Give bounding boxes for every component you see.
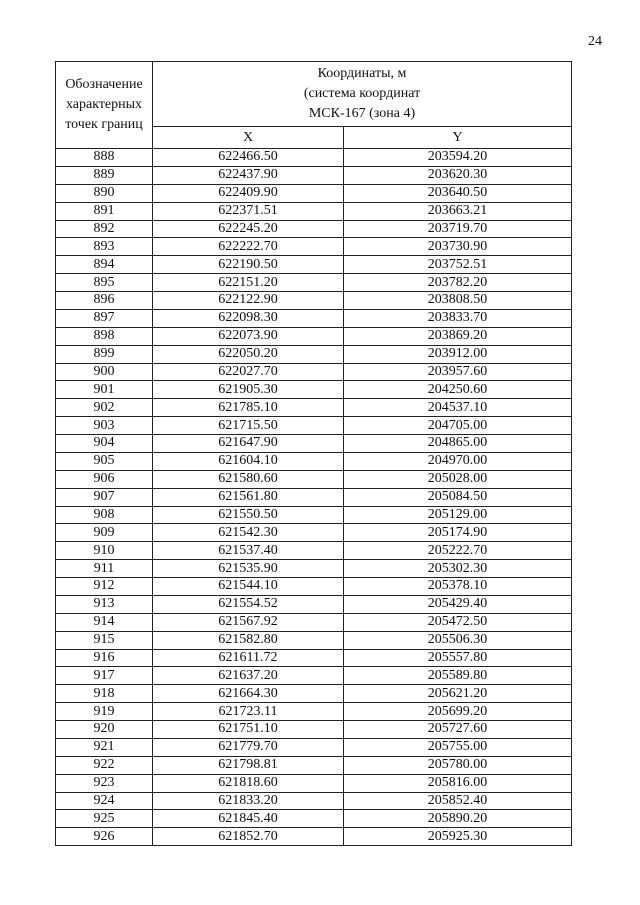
table-row	[56, 631, 572, 649]
x-cell: 621554.52	[153, 595, 344, 613]
x-cell: 621818.60	[153, 774, 344, 792]
point-cell: 920	[56, 721, 153, 739]
y-cell: 203640.50	[344, 184, 572, 202]
point-cell: 890	[56, 184, 153, 202]
table-row	[56, 828, 572, 846]
point-cell: 918	[56, 685, 153, 703]
x-cell: 621905.30	[153, 381, 344, 399]
y-cell: 205222.70	[344, 542, 572, 560]
point-cell: 889	[56, 166, 153, 184]
x-cell: 622466.50	[153, 149, 344, 167]
x-cell: 622371.51	[153, 202, 344, 220]
point-cell: 891	[56, 202, 153, 220]
x-cell: 621785.10	[153, 399, 344, 417]
point-cell: 893	[56, 238, 153, 256]
x-cell: 621647.90	[153, 435, 344, 453]
point-cell: 906	[56, 470, 153, 488]
table-row	[56, 685, 572, 703]
x-cell: 622409.90	[153, 184, 344, 202]
x-cell: 622245.20	[153, 220, 344, 238]
table-row	[56, 578, 572, 596]
coords-header-line: Координаты, м	[317, 66, 407, 82]
table-row	[56, 452, 572, 470]
y-cell: 205925.30	[344, 828, 572, 846]
table-row	[56, 595, 572, 613]
table-row	[56, 274, 572, 292]
y-cell: 205890.20	[344, 810, 572, 828]
point-cell: 903	[56, 417, 153, 435]
point-cell: 894	[56, 256, 153, 274]
table-row	[56, 292, 572, 310]
table-row	[56, 184, 572, 202]
point-cell: 912	[56, 578, 153, 596]
point-cell: 892	[56, 220, 153, 238]
y-cell: 204705.00	[344, 417, 572, 435]
point-cell: 922	[56, 756, 153, 774]
y-cell: 205727.60	[344, 721, 572, 739]
point-cell: 904	[56, 435, 153, 453]
x-cell: 622050.20	[153, 345, 344, 363]
y-cell: 204537.10	[344, 399, 572, 417]
x-cell: 621664.30	[153, 685, 344, 703]
x-cell: 621833.20	[153, 792, 344, 810]
point-cell: 899	[56, 345, 153, 363]
table-row	[56, 542, 572, 560]
x-cell: 622073.90	[153, 327, 344, 345]
table-row	[56, 524, 572, 542]
table-row	[56, 309, 572, 327]
point-cell: 895	[56, 274, 153, 292]
point-cell: 923	[56, 774, 153, 792]
x-cell: 621845.40	[153, 810, 344, 828]
point-cell: 907	[56, 488, 153, 506]
x-cell: 622151.20	[153, 274, 344, 292]
x-cell: 621550.50	[153, 506, 344, 524]
table-row	[56, 345, 572, 363]
x-cell: 621567.92	[153, 613, 344, 631]
y-cell: 203719.70	[344, 220, 572, 238]
y-cell: 205084.50	[344, 488, 572, 506]
x-cell: 622122.90	[153, 292, 344, 310]
coords-header-line: МСК-167 (зона 4)	[308, 106, 416, 122]
point-header-line: точек границ	[65, 117, 143, 132]
y-cell: 205699.20	[344, 703, 572, 721]
x-cell: 621715.50	[153, 417, 344, 435]
table-row	[56, 667, 572, 685]
y-cell: 203730.90	[344, 238, 572, 256]
y-cell: 203957.60	[344, 363, 572, 381]
table-row	[56, 774, 572, 792]
table-row	[56, 220, 572, 238]
point-cell: 900	[56, 363, 153, 381]
y-cell: 205816.00	[344, 774, 572, 792]
y-cell: 205129.00	[344, 506, 572, 524]
y-cell: 205429.40	[344, 595, 572, 613]
table-row	[56, 649, 572, 667]
point-cell: 924	[56, 792, 153, 810]
point-header-line: Обозначение	[65, 77, 143, 92]
point-header-line: характерных	[65, 97, 143, 112]
y-cell: 205028.00	[344, 470, 572, 488]
table-row	[56, 363, 572, 381]
coordinates-table	[55, 61, 572, 846]
x-cell: 621723.11	[153, 703, 344, 721]
point-cell: 925	[56, 810, 153, 828]
y-cell: 205174.90	[344, 524, 572, 542]
x-cell: 621561.80	[153, 488, 344, 506]
x-cell: 622437.90	[153, 166, 344, 184]
table-row	[56, 613, 572, 631]
x-cell: 621537.40	[153, 542, 344, 560]
point-cell: 888	[56, 149, 153, 167]
table-row	[56, 417, 572, 435]
y-cell: 205472.50	[344, 613, 572, 631]
y-cell: 205557.80	[344, 649, 572, 667]
point-cell: 901	[56, 381, 153, 399]
x-cell: 622222.70	[153, 238, 344, 256]
point-cell: 898	[56, 327, 153, 345]
y-cell: 203663.21	[344, 202, 572, 220]
table-row	[56, 435, 572, 453]
y-cell: 205621.20	[344, 685, 572, 703]
x-cell: 621582.80	[153, 631, 344, 649]
table-row	[56, 470, 572, 488]
page-number: 24	[588, 34, 602, 49]
coords-header-line: (система координат	[303, 86, 421, 102]
point-cell: 914	[56, 613, 153, 631]
x-cell: 621852.70	[153, 828, 344, 846]
point-cell: 919	[56, 703, 153, 721]
point-cell: 926	[56, 828, 153, 846]
x-cell: 621611.72	[153, 649, 344, 667]
table-row	[56, 506, 572, 524]
point-cell: 897	[56, 309, 153, 327]
table-row	[56, 488, 572, 506]
table-row	[56, 256, 572, 274]
y-cell: 204250.60	[344, 381, 572, 399]
x-cell: 621798.81	[153, 756, 344, 774]
table-row	[56, 166, 572, 184]
point-cell: 905	[56, 452, 153, 470]
point-cell: 917	[56, 667, 153, 685]
y-cell: 204970.00	[344, 452, 572, 470]
table-row	[56, 381, 572, 399]
y-cell: 205589.80	[344, 667, 572, 685]
y-cell: 203912.00	[344, 345, 572, 363]
y-cell: 205852.40	[344, 792, 572, 810]
x-cell: 622190.50	[153, 256, 344, 274]
table-row	[56, 149, 572, 167]
table-row	[56, 792, 572, 810]
point-cell: 902	[56, 399, 153, 417]
table-row	[56, 399, 572, 417]
y-cell: 203594.20	[344, 149, 572, 167]
x-cell: 621637.20	[153, 667, 344, 685]
table-body	[56, 149, 572, 846]
point-cell: 908	[56, 506, 153, 524]
x-cell: 621580.60	[153, 470, 344, 488]
point-cell: 916	[56, 649, 153, 667]
x-cell: 621535.90	[153, 560, 344, 578]
x-cell: 621544.10	[153, 578, 344, 596]
y-cell: 205780.00	[344, 756, 572, 774]
y-cell: 205378.10	[344, 578, 572, 596]
x-cell: 622027.70	[153, 363, 344, 381]
x-cell: 621604.10	[153, 452, 344, 470]
x-cell: 621542.30	[153, 524, 344, 542]
point-cell: 911	[56, 560, 153, 578]
table-row	[56, 810, 572, 828]
x-column-header: X	[153, 127, 344, 149]
table-row	[56, 738, 572, 756]
table-row	[56, 721, 572, 739]
point-cell: 921	[56, 738, 153, 756]
point-cell: 915	[56, 631, 153, 649]
y-cell: 203869.20	[344, 327, 572, 345]
y-cell: 203833.70	[344, 309, 572, 327]
y-cell: 203752.51	[344, 256, 572, 274]
y-cell: 205302.30	[344, 560, 572, 578]
y-cell: 205506.30	[344, 631, 572, 649]
x-cell: 622098.30	[153, 309, 344, 327]
table-row	[56, 703, 572, 721]
point-column-header	[56, 62, 153, 149]
point-cell: 896	[56, 292, 153, 310]
y-cell: 203782.20	[344, 274, 572, 292]
y-cell: 204865.00	[344, 435, 572, 453]
point-cell: 913	[56, 595, 153, 613]
y-cell: 205755.00	[344, 738, 572, 756]
coordinates-header	[153, 62, 572, 127]
point-cell: 909	[56, 524, 153, 542]
y-column-header: Y	[344, 127, 572, 149]
x-cell: 621751.10	[153, 721, 344, 739]
y-cell: 203808.50	[344, 292, 572, 310]
x-cell: 621779.70	[153, 738, 344, 756]
table-row	[56, 202, 572, 220]
table-row	[56, 327, 572, 345]
table-row	[56, 560, 572, 578]
point-cell: 910	[56, 542, 153, 560]
y-cell: 203620.30	[344, 166, 572, 184]
table-row	[56, 756, 572, 774]
table-row	[56, 238, 572, 256]
